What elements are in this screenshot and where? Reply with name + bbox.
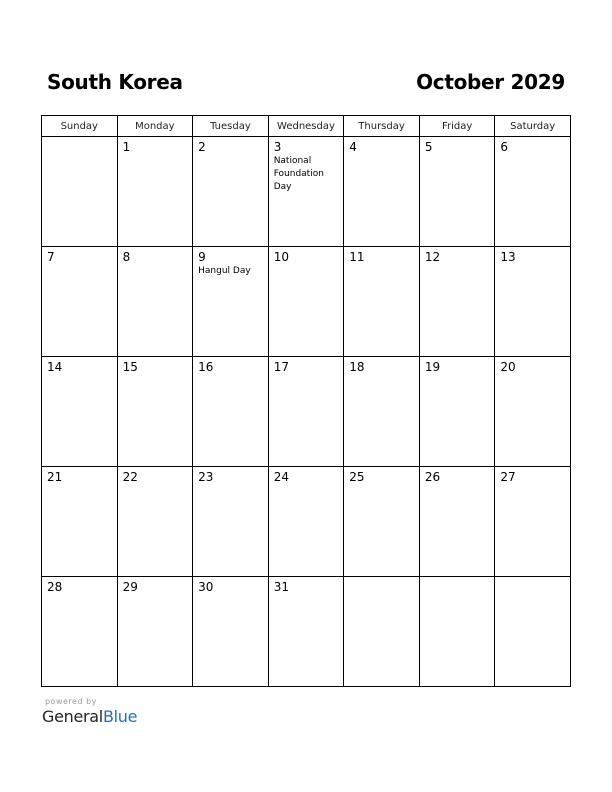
- month-year-title: October 2029: [416, 70, 565, 94]
- day-cell: [42, 247, 118, 357]
- day-number: 17: [273, 360, 289, 374]
- day-number: 11: [349, 250, 365, 264]
- holiday-label: Hangul Day: [198, 266, 251, 276]
- footer-branding[interactable]: [42, 697, 137, 726]
- day-cell: [268, 467, 344, 577]
- weekday-header: Saturday: [495, 116, 571, 137]
- calendar-grid: [41, 115, 571, 687]
- day-cell: [193, 357, 269, 467]
- day-cell: [117, 357, 193, 467]
- day-number: 24: [273, 470, 289, 484]
- day-cell: [495, 247, 571, 357]
- day-number: 6: [500, 140, 509, 154]
- day-cell: [42, 137, 118, 247]
- day-cell: [419, 247, 495, 357]
- day-number: 14: [47, 360, 63, 374]
- day-cell: [495, 357, 571, 467]
- day-cell: [117, 467, 193, 577]
- day-cell: [495, 467, 571, 577]
- holiday-label: National Foundation Day: [273, 156, 324, 192]
- day-number: 20: [500, 360, 516, 374]
- day-number: 16: [198, 360, 214, 374]
- day-cell: [344, 137, 420, 247]
- day-number: 5: [424, 140, 433, 154]
- day-number: 12: [424, 250, 441, 264]
- day-cell: [344, 247, 420, 357]
- day-number: 15: [122, 360, 138, 374]
- day-cell: [344, 357, 420, 467]
- day-cell: [117, 577, 193, 687]
- day-cell: [193, 577, 269, 687]
- day-cell: [495, 137, 571, 247]
- day-number: 8: [122, 250, 131, 264]
- country-title: South Korea: [47, 70, 183, 94]
- day-cell: [268, 577, 344, 687]
- day-cell: [268, 357, 344, 467]
- day-number: 18: [349, 360, 365, 374]
- day-cell: [344, 577, 420, 687]
- week-row: [42, 357, 571, 467]
- day-number: 21: [47, 470, 63, 484]
- day-cell: [419, 467, 495, 577]
- day-cell: [193, 467, 269, 577]
- week-row: [42, 137, 571, 247]
- brand-logo[interactable]: [42, 707, 137, 726]
- weekday-header: Thursday: [344, 116, 420, 137]
- day-cell: [495, 577, 571, 687]
- day-number: 9: [198, 250, 206, 264]
- day-cell: [419, 577, 495, 687]
- day-number: 26: [424, 470, 441, 484]
- day-number: 25: [349, 470, 365, 484]
- day-cell: [117, 137, 193, 247]
- day-cell: [42, 467, 118, 577]
- week-row: [42, 467, 571, 577]
- day-cell: [42, 357, 118, 467]
- day-number: 29: [122, 580, 138, 594]
- day-cell: [419, 357, 495, 467]
- day-number: 4: [349, 140, 357, 154]
- day-number: 22: [122, 470, 138, 484]
- day-cell: [193, 137, 269, 247]
- day-number: 10: [273, 250, 289, 264]
- day-number: 13: [500, 250, 516, 264]
- brand-name-general: General: [42, 707, 103, 726]
- weekday-header: Tuesday: [193, 116, 269, 137]
- day-number: 19: [424, 360, 441, 374]
- week-row: [42, 577, 571, 687]
- day-number: 23: [198, 470, 214, 484]
- day-number: 7: [47, 250, 55, 264]
- day-cell: [419, 137, 495, 247]
- week-row: [42, 247, 571, 357]
- weekday-header-row: [42, 116, 571, 137]
- weekday-header: Sunday: [42, 116, 118, 137]
- day-cell: [268, 137, 344, 247]
- day-cell: [193, 247, 269, 357]
- day-cell: [268, 247, 344, 357]
- weekday-header: Friday: [419, 116, 495, 137]
- day-cell: [344, 467, 420, 577]
- day-number: 2: [198, 140, 206, 154]
- brand-name-blue: Blue: [102, 707, 138, 726]
- day-number: 31: [273, 580, 289, 594]
- day-number: 27: [500, 470, 516, 484]
- day-number: 3: [273, 140, 282, 154]
- weekday-header: Monday: [117, 116, 193, 137]
- powered-by-label: powered by: [45, 697, 97, 706]
- day-number: 30: [198, 580, 214, 594]
- weekday-header: Wednesday: [268, 116, 344, 137]
- day-cell: [117, 247, 193, 357]
- day-number: 28: [47, 580, 63, 594]
- day-cell: [42, 577, 118, 687]
- day-number: 1: [122, 140, 131, 154]
